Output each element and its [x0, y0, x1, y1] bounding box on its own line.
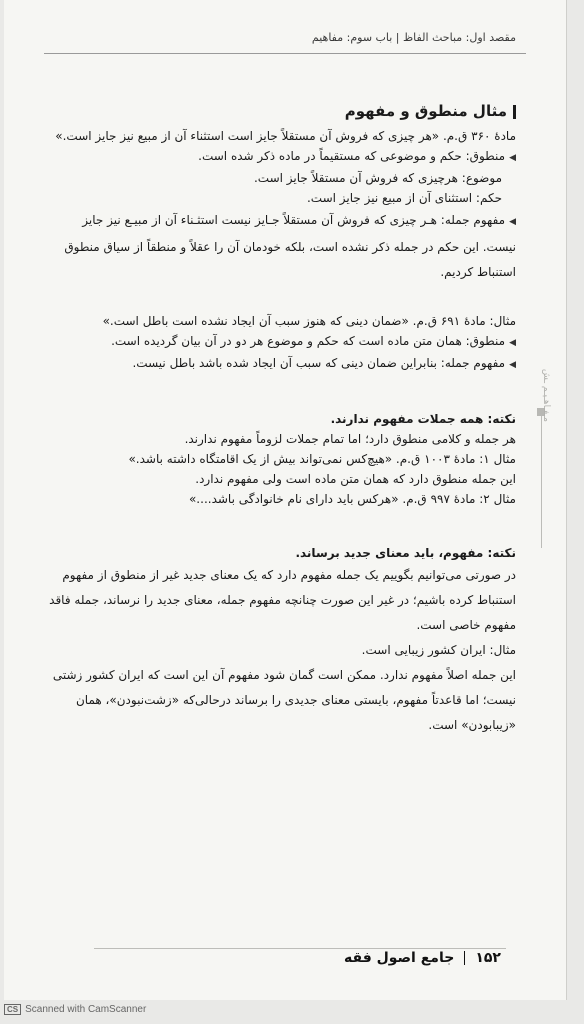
footer-separator [464, 951, 465, 965]
footer-divider [94, 948, 506, 949]
header-divider [44, 53, 526, 54]
mafhum-line-2: نیست. این حکم در جمله ذکر نشده است، بلکه خودمان آن را عقلاً و منطقاً از سیاق منطوق [64, 240, 516, 254]
note-2-line-6: نیست؛ اما قاعدتاً مفهوم، بایستی معنای جدیدی را برساند درحالی‌که «زشت‌نبودن»، همان [75, 693, 516, 707]
note-2-line-1: در صورتی می‌توانیم بگوییم یک جمله مفهوم دارد که یک معنای جدید غیر از منطوق از مفهوم [62, 568, 516, 582]
note-1-line-3: این جمله منطوق دارد که همان متن ماده است ولی مفهوم ندارد. [195, 472, 516, 486]
triangle-bullet-icon: ◀ [509, 153, 516, 163]
note-2-title: نکته: مفهوم، باید معنای جدید برساند. [295, 546, 516, 560]
mafhum-line-1: ◀مفهوم جمله: هـر چیزی که فروش آن مستقلاً جـایز نیست استثـناء آن از مبیـع نیز جایز [36, 208, 516, 235]
example-691-line: مثال: مادۀ ۶۹۱ ق.م. «ضمان دینی که هنوز سبب آن ایجاد نشده است باطل است.» [102, 314, 516, 328]
note-1-line-4: مثال ۲: مادۀ ۹۹۷ ق.م. «هرکس باید دارای نام خانوادگی باشد....» [188, 492, 516, 506]
section-heading: مثال منطوق و مفهوم [36, 98, 516, 124]
subject-line: موضوع: هرچیزی که فروش آن مستقلاً جایز است. [253, 171, 502, 185]
note-2-line-4: مثال: ایران کشور زیبایی است. [361, 643, 516, 657]
book-page [4, 0, 567, 1000]
page-number: ۱۵۲ [475, 950, 501, 966]
example-mafhum-line: ◀مفهوم جمله: بنابراین ضمان دینی که سبب آن ایجاد شده باشد باطل نیست. [36, 353, 516, 375]
note-2-line-3: مفهوم خاصی است. [416, 618, 516, 632]
ruling-line: حکم: استثنای آن از مبیع نیز جایز است. [306, 191, 502, 205]
example-mantuq-line: ◀منطوق: همان متن ماده است که حکم و موضوع هر دو در آن بیان گردیده است. [36, 331, 516, 353]
note-1-line-2: مثال ۱: مادۀ ۱۰۰۳ ق.م. «هیچ‌کس نمی‌تواند بیش از یک اقامتگاه داشته باشد.» [128, 452, 516, 466]
triangle-bullet-icon: ◀ [509, 217, 516, 227]
mafhum-line-3: استنباط کردیم. [440, 265, 516, 279]
note-1-title: نکته: همه جملات مفهوم ندارند. [330, 412, 516, 426]
running-header: مقصد اول: مباحث الفاظ | باب سوم: مفاهیم [311, 31, 516, 44]
side-tab-label: مـفـاهـیـم ـش [541, 368, 551, 422]
heading-bar-icon [513, 105, 516, 119]
page-content [36, 98, 516, 738]
chapter-side-tab [527, 368, 551, 548]
note-1-line-1: هر جمله و کلامی منطوق دارد؛ اما تمام جملات لزوماً مفهوم ندارند. [184, 432, 516, 446]
triangle-bullet-icon: ◀ [509, 360, 516, 370]
article-360-line: مادۀ ۳۶۰ ق.م. «هر چیزی که فروش آن مستقلاً جایز است استثناء آن از مبیع نیز جایز است.» [55, 129, 516, 143]
note-2-line-7: «زیبابودن» است. [428, 718, 516, 732]
watermark-text: Scanned with CamScanner [25, 1004, 147, 1015]
camscanner-logo-icon: CS [4, 1004, 21, 1015]
note-2-line-2: استنباط کرده باشیم؛ در غیر این صورت چنانچه مفهوم جمله، معنای جدید را نرساند، جمله فاقد [49, 593, 516, 607]
book-title: جامع اصول فقه [344, 950, 455, 966]
page-footer [344, 950, 501, 966]
scanner-watermark [4, 1004, 146, 1015]
note-2-line-5: این جمله اصلاً مفهوم ندارد. ممکن است گمان شود مفهوم آن این است که ایران کشور زشتی [52, 668, 516, 682]
mantuq-definition: ◀منطوق: حکم و موضوعی که مستقیماً در ماده ذکر شده است. [36, 146, 516, 168]
triangle-bullet-icon: ◀ [509, 338, 516, 348]
